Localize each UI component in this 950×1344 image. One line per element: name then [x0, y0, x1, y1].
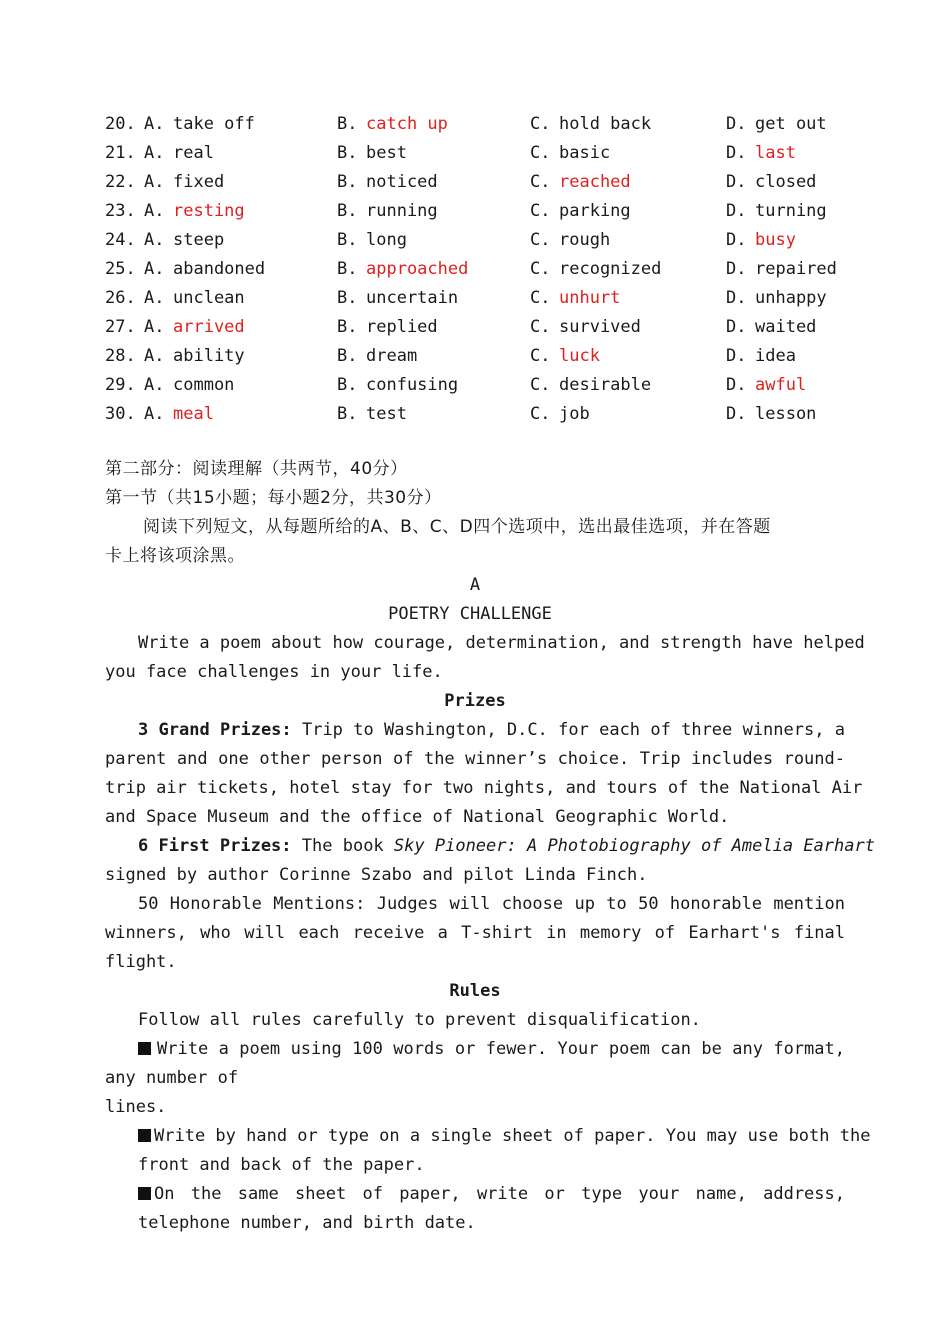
option-b	[337, 255, 468, 284]
option-c	[530, 313, 641, 342]
option-d	[726, 284, 827, 313]
option-text: steep	[173, 230, 225, 250]
option-letter: C.	[530, 404, 551, 424]
first-prizes-line-2: signed by author Corinne Szabo and pilot Linda Finch.	[105, 865, 648, 885]
rule-1-line-3: lines.	[105, 1097, 167, 1117]
question-number: 24.	[105, 230, 136, 250]
option-b	[337, 284, 458, 313]
option-text: real	[173, 143, 214, 163]
option-text: test	[366, 404, 407, 424]
option-d	[726, 139, 796, 168]
option-letter: D.	[726, 230, 747, 250]
option-d	[726, 400, 816, 429]
option-b	[337, 139, 407, 168]
instruction-line-2: 卡上将该项涂黑。	[105, 546, 245, 566]
question-number: 27.	[105, 317, 136, 337]
correct-answer-text: busy	[755, 230, 796, 250]
option-text: confusing	[366, 375, 459, 395]
option-d	[726, 110, 827, 139]
option-b	[337, 197, 438, 226]
option-b	[337, 110, 448, 139]
option-text: get out	[755, 114, 827, 134]
option-text: best	[366, 143, 407, 163]
option-letter: A.	[144, 346, 165, 366]
rule-2-text: Write by hand or type on a single sheet of paper. You may use both the	[154, 1126, 871, 1146]
bullet-square-icon	[138, 1042, 151, 1055]
option-c	[530, 284, 620, 313]
option-c	[530, 400, 590, 429]
option-letter: A.	[144, 230, 165, 250]
option-letter: B.	[337, 317, 358, 337]
option-a	[144, 110, 255, 139]
option-c	[530, 168, 631, 197]
question-row	[105, 313, 850, 342]
honorable-line-3: flight.	[105, 952, 177, 972]
option-letter: D.	[726, 259, 747, 279]
rule-3-line-2: telephone number, and birth date.	[138, 1213, 476, 1233]
correct-answer-text: reached	[559, 172, 631, 192]
passage-letter: A	[469, 575, 481, 595]
option-text: survived	[559, 317, 641, 337]
option-letter: A.	[144, 288, 165, 308]
option-letter: D.	[726, 288, 747, 308]
option-d	[726, 342, 796, 371]
option-d	[726, 226, 796, 255]
bullet-square-icon	[138, 1187, 151, 1200]
question-number: 23.	[105, 201, 136, 221]
option-letter: B.	[337, 172, 358, 192]
option-text: uncertain	[366, 288, 459, 308]
option-text: take off	[173, 114, 255, 134]
option-letter: C.	[530, 288, 551, 308]
rule-3-text: On the same sheet of paper, write or type your name, address,	[154, 1184, 845, 1204]
option-b	[337, 168, 438, 197]
option-d	[726, 197, 827, 226]
grand-prizes-line-1	[138, 716, 845, 745]
correct-answer-text: resting	[173, 201, 245, 221]
option-text: replied	[366, 317, 438, 337]
rule-2-line-1	[138, 1122, 871, 1151]
question-number: 28.	[105, 346, 136, 366]
option-letter: D.	[726, 317, 747, 337]
correct-answer-text: awful	[755, 375, 807, 395]
correct-answer-text: approached	[366, 259, 469, 279]
instruction-line-1: 阅读下列短文，从每题所给的A、B、C、D四个选项中，选出最佳选项，并在答题	[143, 517, 771, 537]
option-letter: C.	[530, 114, 551, 134]
option-c	[530, 197, 631, 226]
option-text: idea	[755, 346, 796, 366]
option-a	[144, 400, 214, 429]
part-heading: 第二部分：阅读理解（共两节，40分）	[105, 459, 408, 479]
correct-answer-text: arrived	[173, 317, 245, 337]
option-letter: A.	[144, 114, 165, 134]
option-letter: D.	[726, 172, 747, 192]
option-c	[530, 139, 610, 168]
question-number: 26.	[105, 288, 136, 308]
option-d	[726, 255, 837, 284]
question-number: 25.	[105, 259, 136, 279]
option-letter: B.	[337, 375, 358, 395]
option-letter: B.	[337, 230, 358, 250]
question-row	[105, 400, 850, 429]
option-text: rough	[559, 230, 611, 250]
honorable-line-2: winners, who will each receive a T-shirt in memory of Earhart's final	[105, 923, 845, 943]
question-row	[105, 371, 850, 400]
option-a	[144, 255, 265, 284]
option-text: ability	[173, 346, 245, 366]
option-text: desirable	[559, 375, 652, 395]
option-letter: A.	[144, 375, 165, 395]
option-letter: A.	[144, 172, 165, 192]
question-number: 21.	[105, 143, 136, 163]
intro-line-2: you face challenges in your life.	[105, 662, 443, 682]
option-c	[530, 255, 661, 284]
option-letter: C.	[530, 143, 551, 163]
option-letter: D.	[726, 346, 747, 366]
option-letter: A.	[144, 143, 165, 163]
rules-heading: Rules	[449, 981, 501, 1001]
option-d	[726, 371, 806, 400]
option-d	[726, 168, 816, 197]
option-text: noticed	[366, 172, 438, 192]
rule-3-line-1	[138, 1180, 845, 1209]
intro-line-1: Write a poem about how courage, determination, and strength have helped	[138, 633, 865, 653]
option-text: unclean	[173, 288, 245, 308]
option-text: long	[366, 230, 407, 250]
option-letter: C.	[530, 317, 551, 337]
question-number: 22.	[105, 172, 136, 192]
option-text: turning	[755, 201, 827, 221]
rules-intro: Follow all rules carefully to prevent disqualification.	[138, 1010, 701, 1030]
option-letter: A.	[144, 201, 165, 221]
bullet-square-icon	[138, 1129, 151, 1142]
option-letter: D.	[726, 201, 747, 221]
honorable-line-1: 50 Honorable Mentions: Judges will choose up to 50 honorable mention	[138, 894, 845, 914]
option-letter: C.	[530, 375, 551, 395]
option-b	[337, 226, 407, 255]
book-title: Sky Pioneer: A Photobiography of Amelia Earhart	[393, 836, 875, 856]
option-a	[144, 284, 245, 313]
option-c	[530, 342, 600, 371]
first-prizes-line-1	[138, 832, 875, 861]
option-text: unhappy	[755, 288, 827, 308]
question-row	[105, 342, 850, 371]
option-b	[337, 342, 417, 371]
option-letter: C.	[530, 201, 551, 221]
option-b	[337, 371, 458, 400]
rule-1-text: Write a poem using 100 words or fewer. Your poem can be any format,	[157, 1039, 845, 1059]
option-letter: B.	[337, 404, 358, 424]
option-a	[144, 226, 224, 255]
section-heading: 第一节（共15小题；每小题2分，共30分）	[105, 488, 442, 508]
first-prizes-label: 6 First Prizes:	[138, 836, 292, 856]
option-a	[144, 168, 224, 197]
option-text: dream	[366, 346, 418, 366]
question-number: 20.	[105, 114, 136, 134]
cloze-options-table	[105, 110, 850, 429]
option-letter: C.	[530, 230, 551, 250]
option-letter: B.	[337, 143, 358, 163]
option-a	[144, 197, 245, 226]
question-row	[105, 284, 850, 313]
correct-answer-text: catch up	[366, 114, 448, 134]
option-letter: C.	[530, 346, 551, 366]
option-letter: B.	[337, 288, 358, 308]
option-text: lesson	[755, 404, 817, 424]
option-a	[144, 139, 214, 168]
correct-answer-text: meal	[173, 404, 214, 424]
first-prizes-pre: The book	[301, 836, 384, 856]
option-text: waited	[755, 317, 817, 337]
option-a	[144, 313, 245, 342]
rule-1-line-1	[138, 1035, 845, 1064]
option-text: hold back	[559, 114, 652, 134]
option-letter: A.	[144, 404, 165, 424]
option-b	[337, 400, 407, 429]
option-c	[530, 371, 651, 400]
option-text: running	[366, 201, 438, 221]
option-letter: B.	[337, 346, 358, 366]
rule-2-line-2: front and back of the paper.	[138, 1155, 425, 1175]
option-letter: D.	[726, 404, 747, 424]
grand-prizes-line-2: parent and one other person of the winner’s choice. Trip includes round-	[105, 749, 845, 769]
option-letter: D.	[726, 143, 747, 163]
option-text: recognized	[559, 259, 662, 279]
option-text: abandoned	[173, 259, 266, 279]
option-text: common	[173, 375, 235, 395]
question-row	[105, 168, 850, 197]
passage-title: POETRY CHALLENGE	[388, 604, 552, 624]
correct-answer-text: luck	[559, 346, 600, 366]
option-b	[337, 313, 438, 342]
option-letter: A.	[144, 317, 165, 337]
question-row	[105, 226, 850, 255]
rule-1-line-2: any number of	[105, 1068, 239, 1088]
question-row	[105, 110, 850, 139]
option-a	[144, 371, 234, 400]
option-letter: C.	[530, 259, 551, 279]
option-text: closed	[755, 172, 817, 192]
prizes-heading: Prizes	[444, 691, 506, 711]
option-c	[530, 226, 610, 255]
option-letter: D.	[726, 375, 747, 395]
correct-answer-text: unhurt	[559, 288, 621, 308]
grand-prizes-text: Trip to Washington, D.C. for each of three winners, a	[301, 720, 845, 740]
option-c	[530, 110, 651, 139]
option-letter: B.	[337, 114, 358, 134]
option-letter: C.	[530, 172, 551, 192]
question-number: 29.	[105, 375, 136, 395]
option-text: job	[559, 404, 590, 424]
question-number: 30.	[105, 404, 136, 424]
correct-answer-text: last	[755, 143, 796, 163]
option-letter: D.	[726, 114, 747, 134]
option-letter: B.	[337, 259, 358, 279]
grand-prizes-label: 3 Grand Prizes:	[138, 720, 292, 740]
option-a	[144, 342, 245, 371]
option-text: parking	[559, 201, 631, 221]
option-text: repaired	[755, 259, 837, 279]
grand-prizes-line-4: and Space Museum and the office of National Geographic World.	[105, 807, 730, 827]
question-row	[105, 139, 850, 168]
question-row	[105, 197, 850, 226]
question-row	[105, 255, 850, 284]
option-d	[726, 313, 816, 342]
option-letter: A.	[144, 259, 165, 279]
option-text: fixed	[173, 172, 225, 192]
option-text: basic	[559, 143, 611, 163]
grand-prizes-line-3: trip air tickets, hotel stay for two nights, and tours of the National Air	[105, 778, 863, 798]
option-letter: B.	[337, 201, 358, 221]
